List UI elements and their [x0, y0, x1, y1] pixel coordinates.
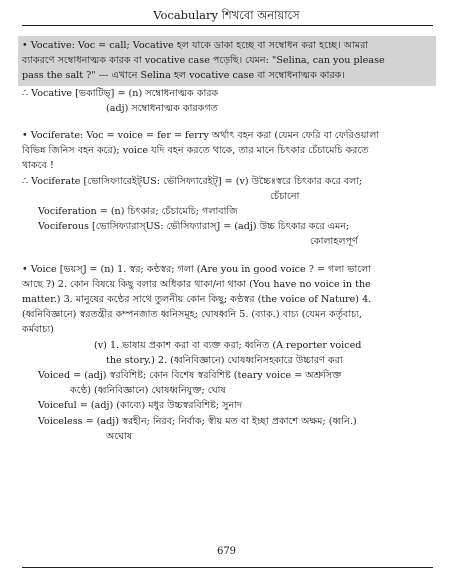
vociferous-entry-2: কোলাহলপূর্ণ — [310, 236, 358, 248]
vociferate-derivation-2: চেঁচানো — [270, 190, 300, 202]
voiceless-entry-1: Voiceless = (adj) স্বরহীন; নিরব; নির্বাক; স্বীয় মত বা ইচ্ছা প্রকাশে অক্ষম; (ধ্বনি.) — [38, 415, 357, 427]
vocative-line-1: • Vocative: Voc = call; Vocative হল যাকে ডাকা হচ্ছে বা সম্বোধন করা হচ্ছে। আমরা — [22, 40, 369, 51]
vociferate-derivation-1: ∴ Vociferate [ভোসিফ্যারেইট্US: ভৌসিফ্যারেইট্] = (v) উচ্চৈঃস্বরে চিৎকার করে বলা; — [22, 175, 363, 187]
voice-line-1: • Voice [ভয়স্] = (n) 1. স্বর; কণ্ঠস্বর; গলা (Are you in good voice ? = গলা ভালো — [22, 263, 372, 275]
voice-verb-2: the story.) 2. (ধ্বনিবিজ্ঞানে) ঘোষধ্বনিসহকারে উচ্চারণ করা — [106, 354, 343, 366]
voiced-entry-2: কণ্ঠে) (ধ্বনিবিজ্ঞানে) ঘোষধ্বনিযুক্ত; ঘোষ — [70, 385, 226, 397]
page-number: 679 — [216, 546, 237, 557]
footer-rule — [22, 567, 433, 568]
voiceless-entry-2: অঘোষ — [106, 430, 133, 442]
vocative-derivation-2: (adj) সম্বোধনাত্মক কারকগত — [106, 102, 218, 114]
voiced-entry-1: Voiced = (adj) স্বরবিশিষ্ট; কোন বিশেষ স্বরবিশিষ্ট (teary voice = অশ্রুসিক্ত — [38, 370, 342, 382]
vocative-derivation-1: ∴ Vocative [ভকাটিভ্] = (n) সম্বোধনাত্মক কারক — [22, 87, 219, 99]
header-rule — [22, 25, 433, 26]
vociferation-entry: Vociferation = (n) চিৎকার; চেঁচামেচি; গলাবাজি — [38, 206, 238, 218]
vociferous-entry-1: Vociferous [ভোসিফ্যারাস্US: ভৌসিফ্যারাস্] = (adj) উচ্চ চিৎকার করে এমন; — [38, 221, 350, 233]
voice-verb-1: (v) 1. ভাষায় প্রকাশ করা বা ব্যক্ত করা; ধ্বনিত (A reporter voiced — [94, 339, 362, 351]
voiceful-entry: Voiceful = (adj) (কাব্যে) মধুর উচ্চস্বরবিশিষ্ট; সুনাদ — [38, 400, 242, 412]
vociferate-line-2: বিভিন্ন জিনিস বহন করে); voice যদি বহন করতে থাকে, তার মানে চিৎকার চেঁচামেচি করতে — [22, 145, 369, 157]
page-header: Vocabulary শিখবো অনায়াসে — [153, 8, 300, 22]
vocative-highlighted-entry — [18, 36, 436, 86]
voice-line-5: কর্মবাচ্য) — [22, 324, 54, 336]
vocative-line-3: pass the salt ?" --- এখানে Selina হল vocative case বা সম্বোধনাত্মক কারক। — [22, 70, 345, 82]
vocative-line-2: ব্যাকরণে সম্বোধনাত্মক কারক বা vocative case পড়েছি। যেমন: "Selina, can you please — [22, 55, 385, 67]
vociferate-line-1: • Vociferate: Voc = voice = fer = ferry অর্থাৎ বহন করা (যেমন ফেরি বা ফেরিওয়ালা — [22, 130, 380, 142]
voice-line-2: আছে ?) 2. কোন বিষয়ে কিছু বলার অধিকার থাকা/না থাকা (You have no voice in the — [22, 278, 371, 290]
vociferate-line-3: থাকবে ! — [22, 160, 54, 172]
voice-line-3: matter.) 3. মানুষের কণ্ঠের সাথে তুলনীয় কোন কিছু; কণ্ঠস্বর (the voice of Nature) 4. — [22, 294, 372, 306]
voice-line-4: (ধ্বনিবিজ্ঞানে) স্বরতন্ত্রীর কম্পনজাত ধ্বনিসমূহ; ঘোষধ্বনি 5. (ব্যাক.) বাচ্য (যেমন কর্তৃবাচ্য, — [22, 309, 363, 321]
page-content — [22, 36, 432, 444]
